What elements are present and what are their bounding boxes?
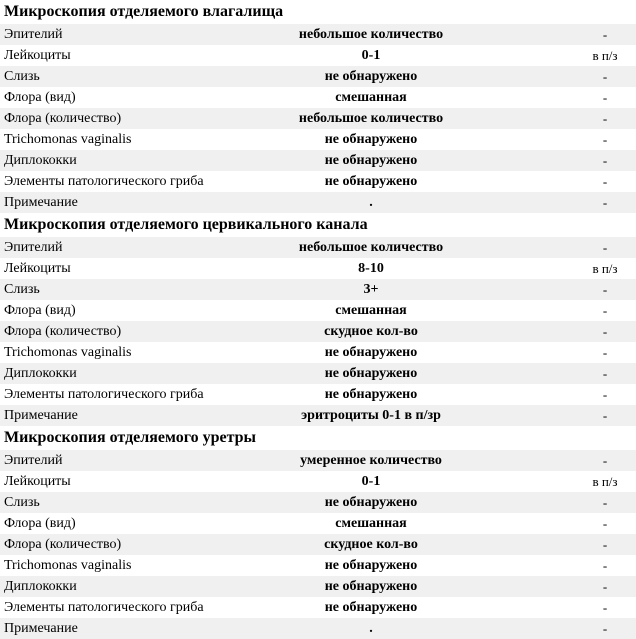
result-value: не обнаружено	[324, 152, 418, 168]
unit-value: -	[602, 302, 608, 318]
table-row	[0, 618, 636, 639]
unit-value: -	[602, 536, 608, 552]
unit-value: -	[602, 365, 608, 381]
unit-value: -	[602, 323, 608, 339]
result-value: небольшое количество	[298, 110, 444, 126]
table-row	[0, 87, 636, 108]
table-row	[0, 471, 636, 492]
unit-value: -	[602, 131, 608, 147]
parameter-name: Диплококки	[4, 578, 77, 594]
table-row	[0, 321, 636, 342]
results-section	[0, 426, 636, 639]
parameter-name: Лейкоциты	[4, 473, 71, 489]
unit-value: -	[602, 110, 608, 126]
parameter-name: Диплококки	[4, 152, 77, 168]
parameter-name: Флора (вид)	[4, 302, 76, 318]
section-title: Микроскопия отделяемого цервикального канала	[0, 213, 636, 237]
table-row	[0, 129, 636, 150]
result-value: скудное кол-во	[324, 323, 418, 339]
unit-value: -	[602, 26, 608, 42]
results-section	[0, 0, 636, 213]
parameter-name: Лейкоциты	[4, 47, 71, 63]
parameter-name: Примечание	[4, 620, 78, 636]
table-row	[0, 24, 636, 45]
parameter-name: Trichomonas vaginalis	[4, 344, 132, 360]
parameter-name: Флора (количество)	[4, 536, 122, 552]
unit-value: -	[602, 494, 608, 510]
parameter-name: Слизь	[4, 494, 40, 510]
table-row	[0, 45, 636, 66]
unit-value: -	[602, 407, 608, 423]
result-value: не обнаружено	[324, 344, 418, 360]
parameter-name: Лейкоциты	[4, 260, 71, 276]
parameter-name: Флора (количество)	[4, 110, 122, 126]
result-value: не обнаружено	[324, 599, 418, 615]
unit-value: -	[602, 194, 608, 210]
section-title: Микроскопия отделяемого влагалища	[0, 0, 636, 24]
table-row	[0, 150, 636, 171]
parameter-name: Флора (количество)	[4, 323, 122, 339]
table-row	[0, 300, 636, 321]
result-value: не обнаружено	[324, 578, 418, 594]
unit-value: -	[602, 557, 608, 573]
parameter-name: Диплококки	[4, 365, 77, 381]
table-row	[0, 534, 636, 555]
unit-value: -	[602, 173, 608, 189]
result-value: 3+	[363, 281, 379, 297]
parameter-name: Эпителий	[4, 452, 63, 468]
result-value: 0-1	[361, 473, 381, 489]
result-value: небольшое количество	[298, 239, 444, 255]
result-value: скудное кол-во	[324, 536, 418, 552]
table-row	[0, 555, 636, 576]
table-row	[0, 237, 636, 258]
parameter-name: Слизь	[4, 68, 40, 84]
table-row	[0, 384, 636, 405]
table-row	[0, 405, 636, 426]
table-row	[0, 492, 636, 513]
parameter-name: Флора (вид)	[4, 515, 76, 531]
result-value: 8-10	[358, 260, 384, 276]
result-value: 0-1	[361, 47, 381, 63]
unit-value: в п/з	[592, 260, 618, 276]
result-value: смешанная	[335, 302, 407, 318]
unit-value: -	[602, 68, 608, 84]
parameter-name: Элементы патологического гриба	[4, 173, 204, 189]
unit-value: -	[602, 152, 608, 168]
table-row	[0, 108, 636, 129]
table-row	[0, 576, 636, 597]
table-row	[0, 171, 636, 192]
table-row	[0, 450, 636, 471]
unit-value: -	[602, 239, 608, 255]
table-row	[0, 192, 636, 213]
parameter-name: Trichomonas vaginalis	[4, 557, 132, 573]
result-value: не обнаружено	[324, 557, 418, 573]
table-row	[0, 363, 636, 384]
results-section	[0, 213, 636, 426]
result-value: не обнаружено	[324, 386, 418, 402]
parameter-name: Элементы патологического гриба	[4, 386, 204, 402]
unit-value: -	[602, 515, 608, 531]
result-value: не обнаружено	[324, 173, 418, 189]
unit-value: -	[602, 89, 608, 105]
result-value: эритроциты 0-1 в п/зр	[301, 407, 441, 423]
result-value: не обнаружено	[324, 494, 418, 510]
result-value: небольшое количество	[298, 26, 444, 42]
result-value: не обнаружено	[324, 68, 418, 84]
result-value: не обнаружено	[324, 365, 418, 381]
parameter-name: Примечание	[4, 407, 78, 423]
result-value: смешанная	[335, 89, 407, 105]
section-title: Микроскопия отделяемого уретры	[0, 426, 636, 450]
table-row	[0, 279, 636, 300]
table-row	[0, 513, 636, 534]
unit-value: -	[602, 281, 608, 297]
unit-value: -	[602, 620, 608, 636]
parameter-name: Эпителий	[4, 239, 63, 255]
table-row	[0, 66, 636, 87]
result-value: умеренное количество	[300, 452, 442, 468]
parameter-name: Эпителий	[4, 26, 63, 42]
table-row	[0, 597, 636, 618]
parameter-name: Trichomonas vaginalis	[4, 131, 132, 147]
table-row	[0, 258, 636, 279]
unit-value: -	[602, 599, 608, 615]
unit-value: в п/з	[592, 473, 618, 489]
unit-value: -	[602, 386, 608, 402]
result-value: .	[369, 620, 373, 636]
result-value: не обнаружено	[324, 131, 418, 147]
parameter-name: Элементы патологического гриба	[4, 599, 204, 615]
unit-value: -	[602, 344, 608, 360]
unit-value: -	[602, 452, 608, 468]
parameter-name: Примечание	[4, 194, 78, 210]
parameter-name: Слизь	[4, 281, 40, 297]
unit-value: в п/з	[592, 47, 618, 63]
result-value: смешанная	[335, 515, 407, 531]
table-row	[0, 342, 636, 363]
parameter-name: Флора (вид)	[4, 89, 76, 105]
unit-value: -	[602, 578, 608, 594]
result-value: .	[369, 194, 373, 210]
